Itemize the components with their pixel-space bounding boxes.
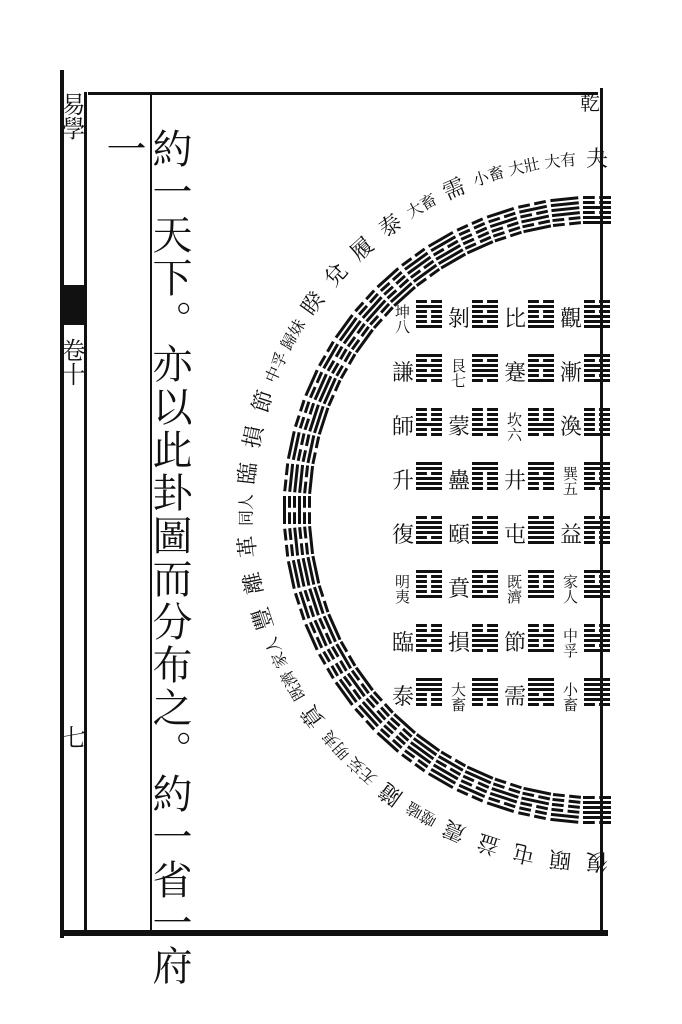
hexagram-symbol bbox=[584, 570, 610, 598]
grid-hexagram-label: 損 bbox=[448, 631, 471, 656]
hexagram-symbol bbox=[584, 354, 610, 382]
grid-hexagram-label: 蹇 bbox=[504, 361, 527, 386]
arc-hexagram-label: 大壯 bbox=[506, 154, 542, 180]
grid-hexagram-label: 賁 bbox=[448, 577, 471, 602]
arc-hexagram-label: 中孚 bbox=[261, 348, 292, 386]
grid-hexagram-label: 渙 bbox=[560, 415, 583, 440]
hexagram-symbol bbox=[416, 408, 442, 436]
fish-tail-mark bbox=[64, 285, 84, 325]
margin-volume: 卷十 bbox=[57, 338, 85, 386]
arc-hexagram-label: 臨 bbox=[234, 461, 263, 486]
margin-divider bbox=[84, 92, 87, 930]
arc-hexagram-label: 履 bbox=[345, 232, 380, 267]
grid-hexagram-label: 井 bbox=[504, 469, 527, 494]
grid-hexagram-label: 既濟 bbox=[505, 574, 523, 604]
hexagram-symbol bbox=[528, 678, 554, 706]
hexagram-symbol bbox=[528, 462, 554, 490]
hexagram-symbol bbox=[584, 678, 610, 706]
hexagram-symbol bbox=[487, 207, 522, 242]
hexagram-symbol bbox=[584, 300, 610, 328]
grid-hexagram-label: 頤 bbox=[448, 523, 471, 548]
margin-page-number: 七 bbox=[62, 724, 86, 752]
grid-hexagram-label: 大畜 bbox=[449, 682, 467, 712]
arc-hexagram-label: 復 bbox=[585, 848, 609, 873]
grid-hexagram-label: 師 bbox=[392, 415, 415, 440]
hexagram-symbol bbox=[472, 570, 498, 598]
grid-hexagram-label: 小畜 bbox=[561, 682, 579, 712]
grid-hexagram-label: 泰 bbox=[392, 685, 415, 710]
hexagram-symbol bbox=[472, 354, 498, 382]
hexagram-symbol bbox=[287, 431, 320, 464]
arc-hexagram-label: 大畜 bbox=[402, 189, 441, 223]
hexagram-symbol bbox=[416, 570, 442, 598]
hexagram-symbol bbox=[584, 408, 610, 436]
grid-hexagram-label: 蠱 bbox=[448, 469, 471, 494]
arc-hexagram-label: 震 bbox=[439, 814, 470, 847]
grid-hexagram-label: 坎六 bbox=[505, 412, 523, 442]
hexagram-symbol bbox=[416, 354, 442, 382]
hexagram-symbol bbox=[528, 300, 554, 328]
hexagram-symbol bbox=[428, 231, 466, 269]
arc-hexagram-label: 大有 bbox=[543, 149, 578, 173]
arc-hexagram-label: 噬嗑 bbox=[402, 797, 441, 831]
hexagram-symbol bbox=[294, 400, 329, 435]
hexagram-symbol bbox=[528, 570, 554, 598]
grid-hexagram-label: 比 bbox=[504, 307, 527, 332]
grid-hexagram-label: 中孚 bbox=[561, 628, 579, 658]
hexagram-symbol bbox=[472, 408, 498, 436]
hexagram-symbol bbox=[472, 300, 498, 328]
arc-hexagram-label: 同人 bbox=[236, 493, 256, 527]
arc-hexagram-label: 益 bbox=[474, 828, 504, 859]
grid-hexagram-label: 謙 bbox=[392, 361, 415, 386]
hexagram-symbol bbox=[283, 526, 314, 557]
arc-hexagram-label: 離 bbox=[239, 569, 269, 597]
hexagram-symbol bbox=[428, 751, 466, 789]
arc-hexagram-label: 損 bbox=[239, 423, 269, 451]
arc-hexagram-label: 睽 bbox=[296, 287, 331, 321]
arc-hexagram-label: 歸妹 bbox=[276, 315, 310, 354]
hexagram-symbol bbox=[472, 462, 498, 490]
grid-hexagram-label: 臨 bbox=[392, 631, 415, 656]
arc-hexagram-label: 賁 bbox=[296, 699, 331, 733]
hexagram-symbol bbox=[583, 196, 611, 224]
grid-hexagram-label: 觀 bbox=[560, 307, 583, 332]
grid-hexagram-label: 屯 bbox=[504, 523, 527, 548]
hexagram-symbol bbox=[550, 793, 581, 824]
hexagram-symbol bbox=[416, 300, 442, 328]
grid-hexagram-label: 巽五 bbox=[561, 466, 579, 496]
hexagram-symbol bbox=[472, 516, 498, 544]
hexagram-symbol bbox=[416, 462, 442, 490]
arc-hexagram-label: 泰 bbox=[374, 209, 408, 244]
arc-hexagram-label: 家人 bbox=[261, 634, 292, 672]
grid-hexagram-label: 升 bbox=[392, 469, 415, 494]
grid-hexagram-label: 坤八 bbox=[393, 304, 411, 334]
hexagram-symbol bbox=[472, 624, 498, 652]
arc-hexagram-label: 需 bbox=[439, 173, 470, 206]
hexagram-symbol bbox=[518, 200, 551, 233]
hexagram-symbol bbox=[416, 516, 442, 544]
grid-hexagram-label: 需 bbox=[504, 685, 527, 710]
arc-hexagram-label: 夬 bbox=[585, 147, 609, 172]
hexagram-symbol bbox=[287, 556, 320, 589]
top-right-label: 乾 bbox=[580, 91, 600, 115]
arc-hexagram-label: 兌 bbox=[319, 258, 354, 293]
hexagram-symbol bbox=[318, 641, 356, 679]
margin-book-title: 易學 bbox=[57, 92, 85, 140]
arc-hexagram-label: 隨 bbox=[374, 776, 408, 811]
arc-hexagram-label: 節 bbox=[248, 387, 279, 417]
grid-hexagram-label: 蒙 bbox=[448, 415, 471, 440]
hexagram-symbol bbox=[528, 624, 554, 652]
hexagram-symbol bbox=[318, 341, 356, 379]
grid-hexagram-label: 益 bbox=[560, 523, 583, 548]
arc-hexagram-label: 屯 bbox=[510, 838, 538, 868]
hexagram-symbol bbox=[528, 516, 554, 544]
arc-hexagram-label: 既濟 bbox=[276, 666, 310, 705]
hexagram-symbol bbox=[283, 496, 311, 524]
arc-hexagram-label: 明夷 bbox=[318, 726, 354, 764]
hexagram-symbol bbox=[584, 516, 610, 544]
hexagram-symbol bbox=[294, 585, 329, 620]
hexagram-symbol bbox=[472, 678, 498, 706]
hexagram-symbol bbox=[416, 624, 442, 652]
arc-hexagram-label: 頤 bbox=[548, 844, 573, 873]
grid-hexagram-label: 家人 bbox=[561, 574, 579, 604]
hexagram-diagram bbox=[152, 91, 609, 930]
hexagram-symbol bbox=[550, 196, 581, 227]
hexagram-symbol bbox=[416, 678, 442, 706]
hexagram-grid bbox=[392, 300, 610, 712]
hexagram-symbol bbox=[528, 408, 554, 436]
grid-hexagram-label: 明夷 bbox=[393, 574, 411, 604]
arc-hexagram-label: 小畜 bbox=[470, 162, 507, 191]
hexagram-symbol bbox=[283, 463, 314, 494]
grid-hexagram-label: 漸 bbox=[560, 361, 583, 386]
main-text-column: 約一天下。亦以此卦圖而分布之。約一省一府一 bbox=[100, 128, 192, 988]
hexagram-symbol bbox=[584, 462, 610, 490]
page-border-left bbox=[60, 70, 64, 938]
grid-hexagram-label: 復 bbox=[392, 523, 415, 548]
hexagram-symbol bbox=[584, 624, 610, 652]
grid-hexagram-label: 節 bbox=[504, 631, 527, 656]
grid-hexagram-label: 艮七 bbox=[449, 358, 467, 388]
hexagram-symbol bbox=[487, 778, 522, 813]
arc-hexagram-label: 无妄 bbox=[343, 753, 381, 789]
arc-hexagram-label: 豐 bbox=[248, 603, 279, 633]
arc-hexagram-label: 革 bbox=[234, 534, 263, 559]
hexagram-symbol bbox=[528, 354, 554, 382]
hexagram-symbol bbox=[518, 787, 551, 820]
grid-hexagram-label: 剝 bbox=[448, 307, 471, 332]
hexagram-symbol bbox=[583, 796, 611, 824]
